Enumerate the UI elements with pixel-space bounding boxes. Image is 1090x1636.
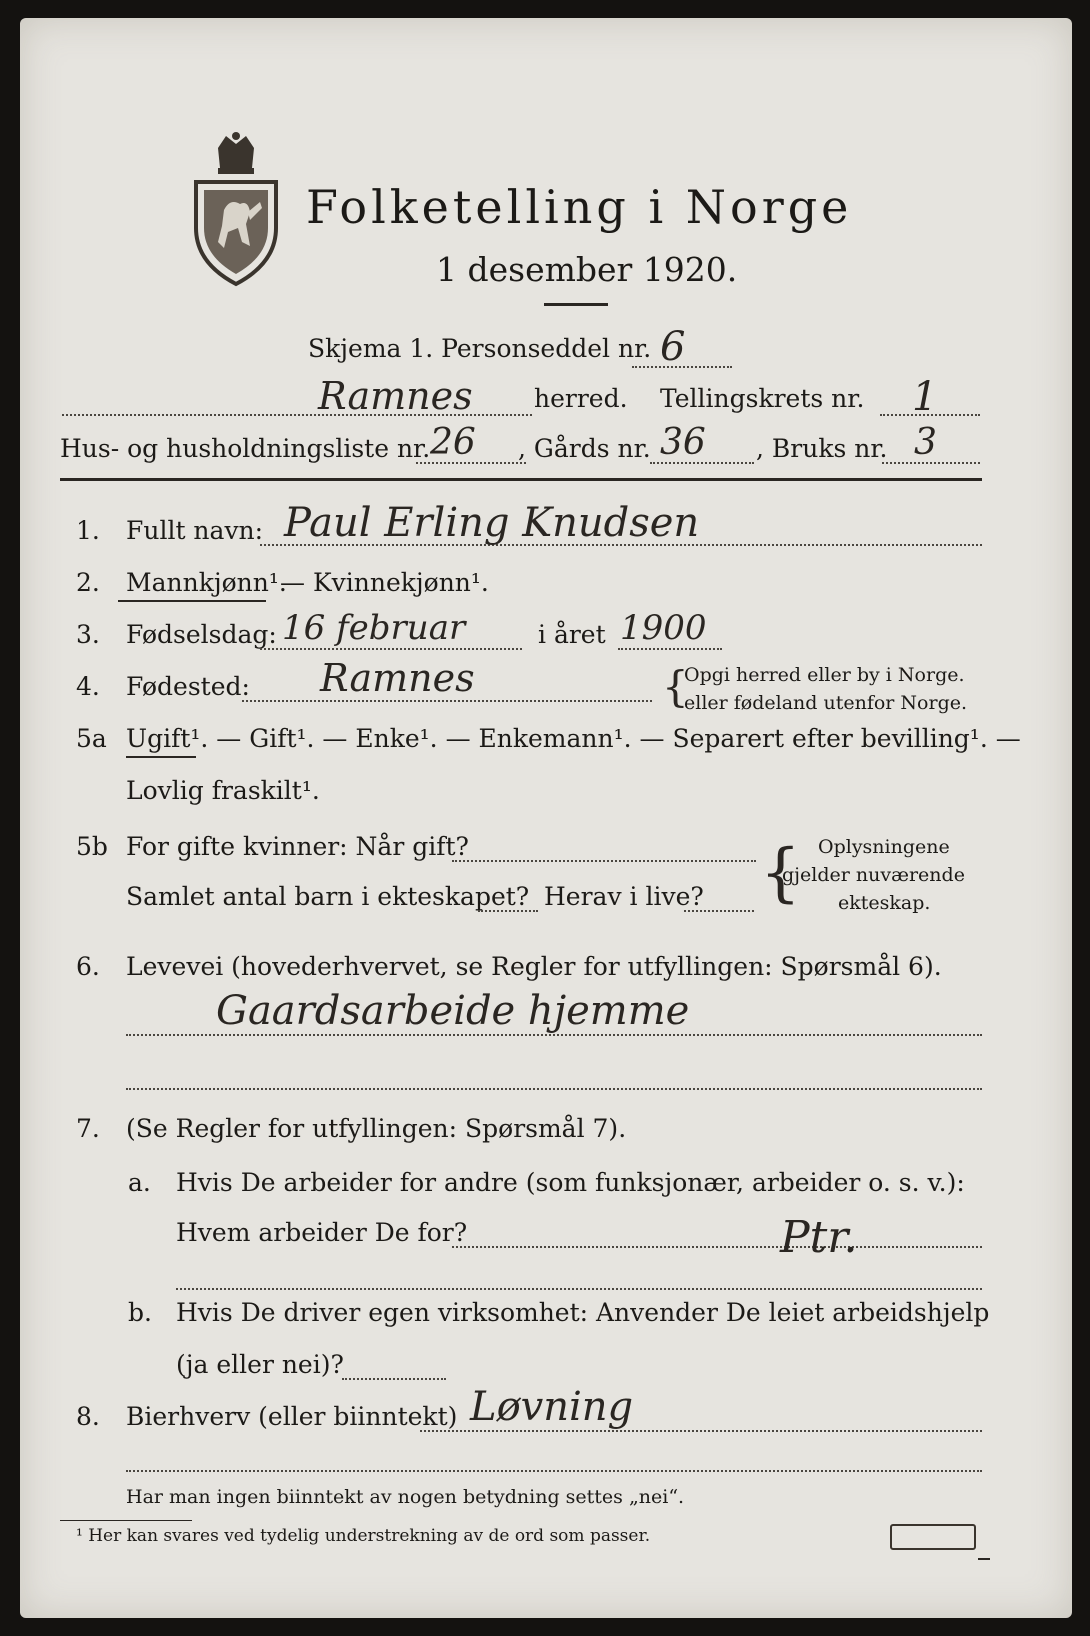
printer-stamp — [890, 1524, 976, 1550]
herred-label: herred. — [534, 384, 628, 413]
q7a-line1 — [452, 1246, 982, 1248]
q6-value: Gaardsarbeide hjemme — [216, 988, 690, 1034]
q1-value: Paul Erling Knudsen — [284, 500, 700, 546]
q5a-options-cont: Lovlig fraskilt¹. — [126, 776, 320, 805]
q7a-line2 — [176, 1288, 982, 1290]
q3-day-line — [260, 648, 522, 650]
header-divider — [60, 478, 982, 481]
q1-number: 1. — [76, 516, 100, 545]
page-title: Folketelling i Norge — [306, 180, 853, 234]
q2-male-option: Mannkjønn¹. — [126, 568, 287, 597]
q5b-alive-label: Herav i live? — [544, 882, 704, 911]
q4-value: Ramnes — [320, 656, 475, 700]
q6-label: Levevei (hovederhvervet, se Regler for utfyllingen: Spørsmål 6). — [126, 952, 942, 981]
person-slip-number: 6 — [660, 324, 686, 370]
q7b-line — [342, 1378, 446, 1380]
q5b-line — [452, 860, 756, 862]
q7a-value: Ptr. — [780, 1212, 858, 1263]
q6-line2 — [126, 1088, 982, 1090]
q5b-note-line2: gjelder nuværende — [782, 864, 965, 886]
q3-number: 3. — [76, 620, 100, 649]
footer-dash — [978, 1558, 990, 1560]
census-date: 1 desember 1920. — [436, 250, 738, 289]
q7a-question: Hvem arbeider De for? — [176, 1218, 468, 1247]
q6-number: 6. — [76, 952, 100, 981]
q3-day-value: 16 februar — [282, 608, 466, 648]
q5b-label: For gifte kvinner: Når gift? — [126, 832, 469, 861]
q3-year-label: i året — [538, 620, 606, 649]
schema-label: Skjema 1. Personseddel nr. — [308, 334, 652, 363]
q4-note-line1: Opgi herred eller by i Norge. — [684, 664, 965, 686]
q6-line1 — [126, 1034, 982, 1036]
census-form-page — [20, 18, 1072, 1618]
household-list-label: Hus- og husholdningsliste nr. — [60, 434, 431, 463]
q3-label: Fødselsdag: — [126, 620, 277, 649]
footnote-divider — [60, 1520, 192, 1521]
q7-label: (Se Regler for utfyllingen: Spørsmål 7). — [126, 1114, 627, 1143]
q4-note-line2: eller fødeland utenfor Norge. — [684, 692, 968, 714]
q5b-children-line — [478, 910, 538, 912]
q5b-number: 5b — [76, 832, 108, 861]
q5a-ugift-underline — [126, 756, 196, 758]
q8-value: Løvning — [470, 1384, 634, 1430]
q5b-note-brace: { — [760, 836, 801, 910]
footnote-text: ¹ Her kan svares ved tydelig understrekning av de ord som passer. — [76, 1526, 651, 1546]
q7a-letter: a. — [128, 1168, 151, 1197]
title-divider — [544, 303, 608, 306]
q7-number: 7. — [76, 1114, 100, 1143]
q2-female-option: — Kvinnekjønn¹. — [280, 568, 489, 597]
tellingskrets-label: Tellingskrets nr. — [660, 384, 865, 413]
q4-line — [242, 700, 652, 702]
q4-label: Fødested: — [126, 672, 250, 701]
q8-line — [420, 1430, 982, 1432]
footer-note: Har man ingen biinntekt av nogen betydning settes „nei“. — [126, 1486, 685, 1508]
q4-number: 4. — [76, 672, 100, 701]
household-value: 26 — [430, 422, 476, 463]
bruks-value: 3 — [914, 422, 937, 463]
q8-line2 — [126, 1470, 982, 1472]
q5b-note-line3: ekteskap. — [838, 892, 931, 914]
q4-note-brace: { — [662, 662, 689, 711]
q8-number: 8. — [76, 1402, 100, 1431]
q5a-options: Ugift¹. — Gift¹. — Enke¹. — Enkemann¹. — Separert efter bevilling¹. — — [126, 724, 1021, 753]
q2-male-underline — [118, 600, 266, 602]
q3-year-value: 1900 — [620, 608, 707, 648]
gards-label: , Gårds nr. — [518, 434, 651, 463]
q7b-letter: b. — [128, 1298, 152, 1327]
coat-of-arms-icon — [188, 128, 284, 288]
bruks-label: , Bruks nr. — [756, 434, 888, 463]
gards-value: 36 — [660, 422, 706, 463]
q7b-question: (ja eller nei)? — [176, 1350, 344, 1379]
herred-value: Ramnes — [318, 374, 473, 418]
q5b-alive-line — [684, 910, 754, 912]
q3-year-line — [618, 648, 722, 650]
q7a-text: Hvis De arbeider for andre (som funksjonær, arbeider o. s. v.): — [176, 1168, 965, 1197]
q8-label: Bierhverv (eller biinntekt) — [126, 1402, 458, 1431]
q7b-text: Hvis De driver egen virksomhet: Anvender De leiet arbeidshjelp — [176, 1298, 990, 1327]
q2-number: 2. — [76, 568, 100, 597]
q5a-number: 5a — [76, 724, 107, 753]
q5b-children-label: Samlet antal barn i ekteskapet? — [126, 882, 530, 911]
tellingskrets-value: 1 — [912, 374, 938, 420]
q5b-note-line1: Oplysningene — [818, 836, 950, 858]
q1-label: Fullt navn: — [126, 516, 264, 545]
